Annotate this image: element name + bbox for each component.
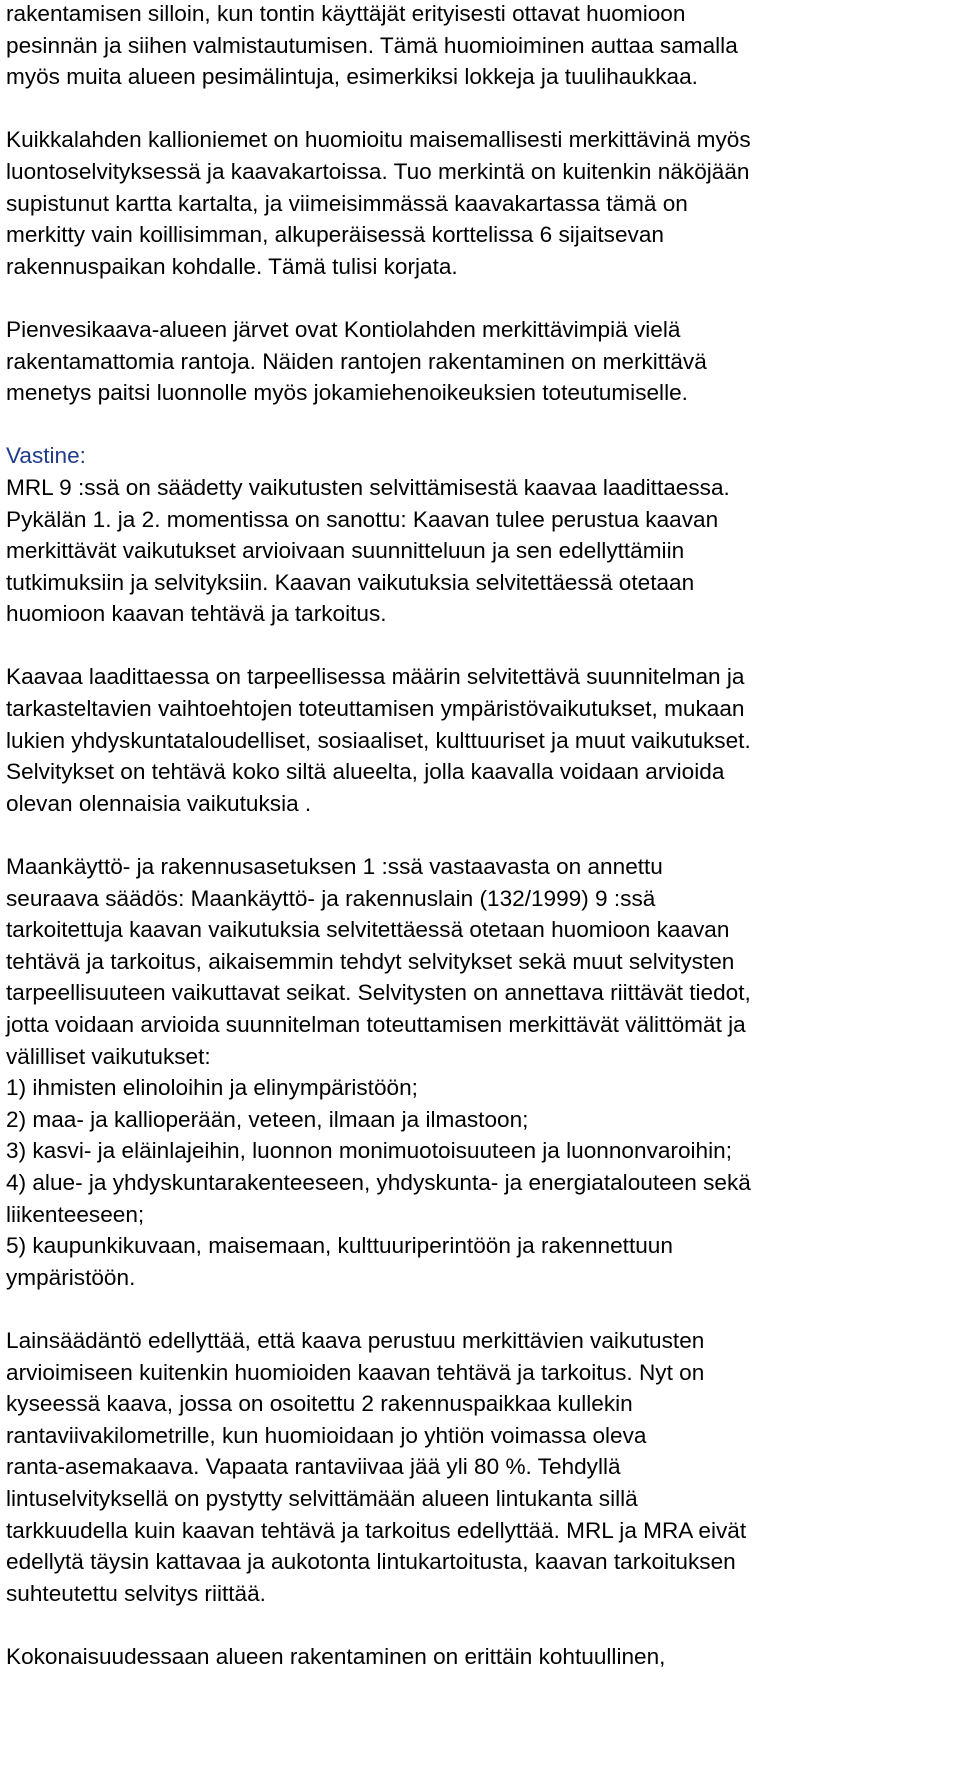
text-line: Kokonaisuudessaan alueen rakentaminen on erittäin kohtuullinen, [6,1643,666,1669]
text-line: supistunut kartta kartalta, ja viimeisimmässä kaavakartassa tämä on [6,190,688,216]
paragraph [6,314,956,409]
text-line: Kaavaa laadittaessa on tarpeellisessa määrin selvitettävä suunnitelman ja [6,664,745,690]
section-heading: Vastine: [6,443,86,469]
text-line: luontoselvityksessä ja kaavakartoissa. Tuo merkintä on kuitenkin näköjään [6,158,750,184]
text-line: ranta-asemakaava. Vapaata rantaviivaa jää yli 80 %. Tehdyllä [6,1454,621,1480]
list-item: 1) ihmisten elinoloihin ja elinympäristöön; [6,1075,418,1101]
text-line: rantaviivakilometrille, kun huomioidaan jo yhtiön voimassa oleva [6,1422,647,1448]
text-line: merkitty vain koillisimman, alkuperäisessä korttelissa 6 sijaitsevan [6,222,664,248]
text-line: Maankäyttö- ja rakennusasetuksen 1 :ssä vastaavasta on annettu [6,854,663,880]
text-line: tehtävä ja tarkoitus, aikaisemmin tehdyt selvitykset sekä muut selvitysten [6,948,735,974]
paragraph [6,1325,956,1609]
paragraph [6,0,956,93]
text-line: tarkkuudella kuin kaavan tehtävä ja tarkoitus edellyttää. MRL ja MRA eivät [6,1517,747,1543]
list-item: 4) alue- ja yhdyskuntarakenteeseen, yhdyskunta- ja energiatalouteen sekä [6,1169,751,1195]
text-line: tarpeellisuuteen vaikuttavat seikat. Selvitysten on annettava riittävät tiedot, [6,980,751,1006]
text-line: rakennuspaikan kohdalle. Tämä tulisi korjata. [6,253,458,279]
text-line: rakentamisen silloin, kun tontin käyttäjät erityisesti ottavat huomioon [6,1,686,26]
text-line: suhteutettu selvitys riittää. [6,1580,266,1606]
text-line: Selvitykset on tehtävä koko siltä alueelta, jolla kaavalla voidaan arvioida [6,759,725,785]
paragraph [6,124,956,282]
text-line: tutkimuksiin ja selvityksiin. Kaavan vaikutuksia selvitettäessä otetaan [6,569,695,595]
paragraph [6,1641,956,1673]
text-line: välilliset vaikutukset: [6,1043,211,1069]
text-line: Kuikkalahden kallioniemet on huomioitu maisemallisesti merkittävinä myös [6,127,751,153]
text-line: Pykälän 1. ja 2. momentissa on sanottu: Kaavan tulee perustua kaavan [6,506,719,532]
list-item: 5) kaupunkikuvaan, maisemaan, kulttuuriperintöön ja rakennettuun [6,1233,673,1259]
list-item: 2) maa- ja kallioperään, veteen, ilmaan ja ilmastoon; [6,1106,529,1132]
text-line: edellytä täysin kattavaa ja aukotonta lintukartoitusta, kaavan tarkoituksen [6,1549,736,1575]
list-item: 3) kasvi- ja eläinlajeihin, luonnon monimuotoisuuteen ja luonnonvaroihin; [6,1138,732,1164]
list-item: liikenteeseen; [6,1201,145,1227]
text-line: Pienvesikaava-alueen järvet ovat Kontiolahden merkittävimpiä vielä [6,316,681,342]
list-item: ympäristöön. [6,1264,136,1290]
text-line: arvioimiseen kuitenkin huomioiden kaavan tehtävä ja tarkoitus. Nyt on [6,1359,705,1385]
text-line: huomioon kaavan tehtävä ja tarkoitus. [6,601,387,627]
text-line: merkittävät vaikutukset arvioivaan suunnitteluun ja sen edellyttämiin [6,538,685,564]
text-line: lukien yhdyskuntataloudelliset, sosiaaliset, kulttuuriset ja muut vaikutukset. [6,727,751,753]
text-line: seuraava säädös: Maankäyttö- ja rakennuslain (132/1999) 9 :ssä [6,885,656,911]
text-line: pesinnän ja siihen valmistautumisen. Tämä huomioiminen auttaa samalla [6,32,738,58]
paragraph [6,440,956,630]
text-line: jotta voidaan arvioida suunnitelman toteuttamisen merkittävät välittömät ja [6,1012,746,1037]
text-line: myös muita alueen pesimälintuja, esimerkiksi lokkeja ja tuulihaukkaa. [6,64,698,90]
text-line: lintuselvityksellä on pystytty selvittämään alueen lintukanta sillä [6,1485,638,1511]
text-line: Lainsäädäntö edellyttää, että kaava perustuu merkittävien vaikutusten [6,1327,705,1353]
text-line: tarkasteltavien vaihtoehtojen toteuttamisen ympäristövaikutukset, mukaan [6,696,745,722]
text-line: rakentamattomia rantoja. Näiden rantojen rakentaminen on merkittävä [6,348,707,374]
document-page [6,0,956,1704]
text-line: olevan olennaisia vaikutuksia . [6,790,312,816]
text-line: tarkoitettuja kaavan vaikutuksia selvitettäessä otetaan huomioon kaavan [6,917,730,943]
text-line: kyseessä kaava, jossa on osoitettu 2 rakennuspaikkaa kullekin [6,1391,633,1417]
text-line: MRL 9 :ssä on säädetty vaikutusten selvittämisestä kaavaa laadittaessa. [6,474,730,500]
paragraph [6,661,956,819]
text-line: menetys paitsi luonnolle myös jokamiehenoikeuksien toteutumiselle. [6,380,688,406]
paragraph [6,851,956,1293]
